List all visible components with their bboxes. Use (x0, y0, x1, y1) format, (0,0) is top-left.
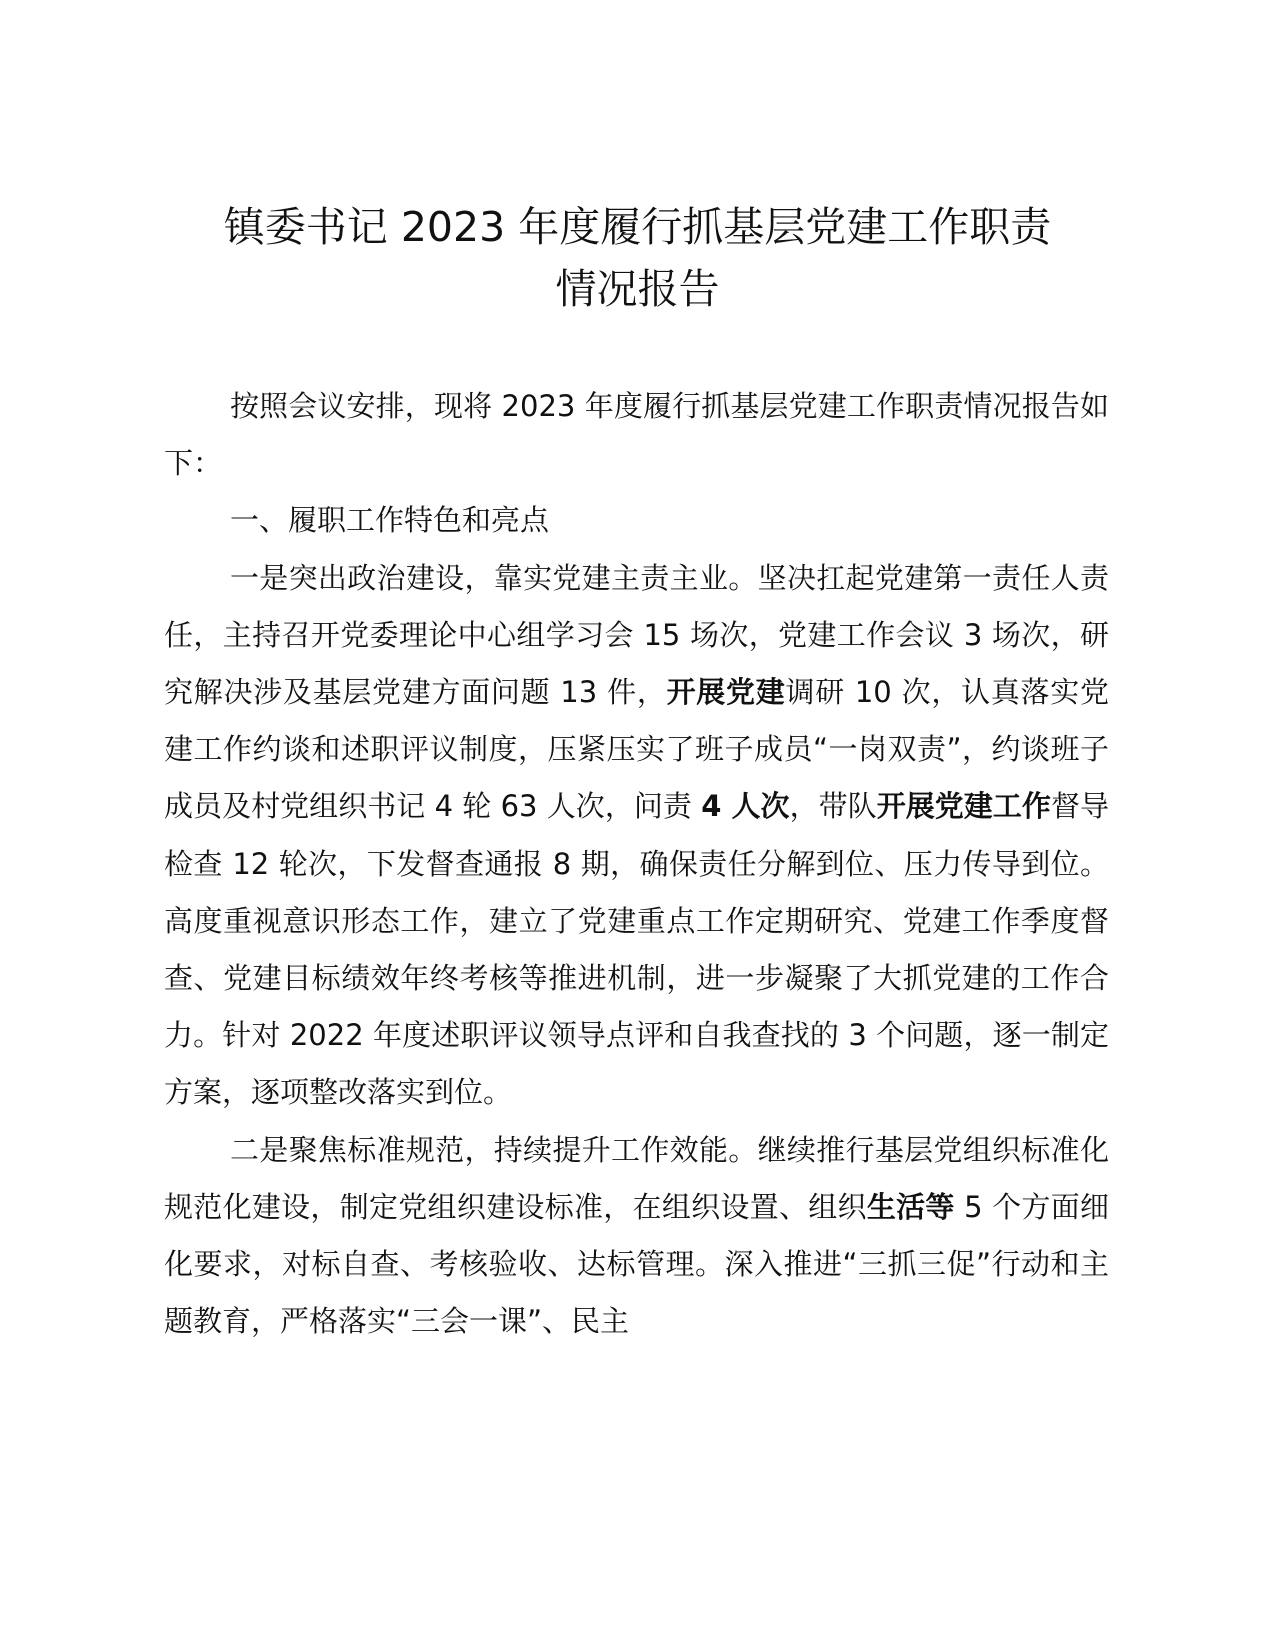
paragraph-text: 5 个方面细化要求，对标自查、考核验收、达标管理。深入推进“三抓三促”行动和主题教育，严格落实“三会一课”、民主 (164, 1189, 1109, 1339)
intro-paragraph: 按照会议安排，现将 2023 年度履行抓基层党建工作职责情况报告如下： (164, 389, 1109, 481)
paragraph-text: 二是聚焦标准规范，持续提升工作效能。继续推行基层党组织标准化规范化建设，制定党组织建设标准，在组织设置、组织 (164, 1132, 1109, 1224)
document-body (164, 378, 1109, 1350)
section-heading: 一、履职工作特色和亮点 (230, 503, 550, 538)
paragraph-text: 调研 10 次，认真落实党建工作约谈和述职评议制度，压紧压实了班子成员“一岗双责”，约谈班子成员及村党组织书记 4 轮 63 人次，问责 (164, 675, 1109, 824)
title-line-2: 情况报告 (555, 265, 720, 313)
paragraph-standardization (164, 1122, 1109, 1351)
paragraph-text: ，带队 (789, 789, 877, 824)
paragraph-text: 一是突出政治建设，靠实党建主责主业。坚决扛起党建第一责任人责任，主持召开党委理论中心组学习会 15 场次，党建工作会议 3 场次，研究解决涉及基层党建方面问题 13 件， (164, 560, 1109, 710)
paragraph-text-bold: 4 人次 (701, 789, 790, 824)
paragraph-text: 督导检查 12 轮次，下发督查通报 8 期，确保责任分解到位、压力传导到位。高度重视意识形态工作，建立了党建重点工作定期研究、党建工作季度督查、党建目标绩效年终考核等推进机制，进一步凝聚了大抓党建的工作合力。针对 2022 年度述职评议领导点评和自我查找的 3 个问题，逐一制定方案，逐项整改落实到位。 (164, 789, 1109, 1110)
paragraph-text-bold: 开展党建工作 (876, 789, 1051, 824)
document-title (160, 196, 1115, 320)
paragraph-text-bold: 生活等 (866, 1189, 955, 1224)
paragraph-text-bold: 开展党建 (666, 675, 786, 710)
paragraph-political-construction (164, 550, 1109, 1122)
title-line-1: 镇委书记 2023 年度履行抓基层党建工作职责 (223, 203, 1052, 251)
